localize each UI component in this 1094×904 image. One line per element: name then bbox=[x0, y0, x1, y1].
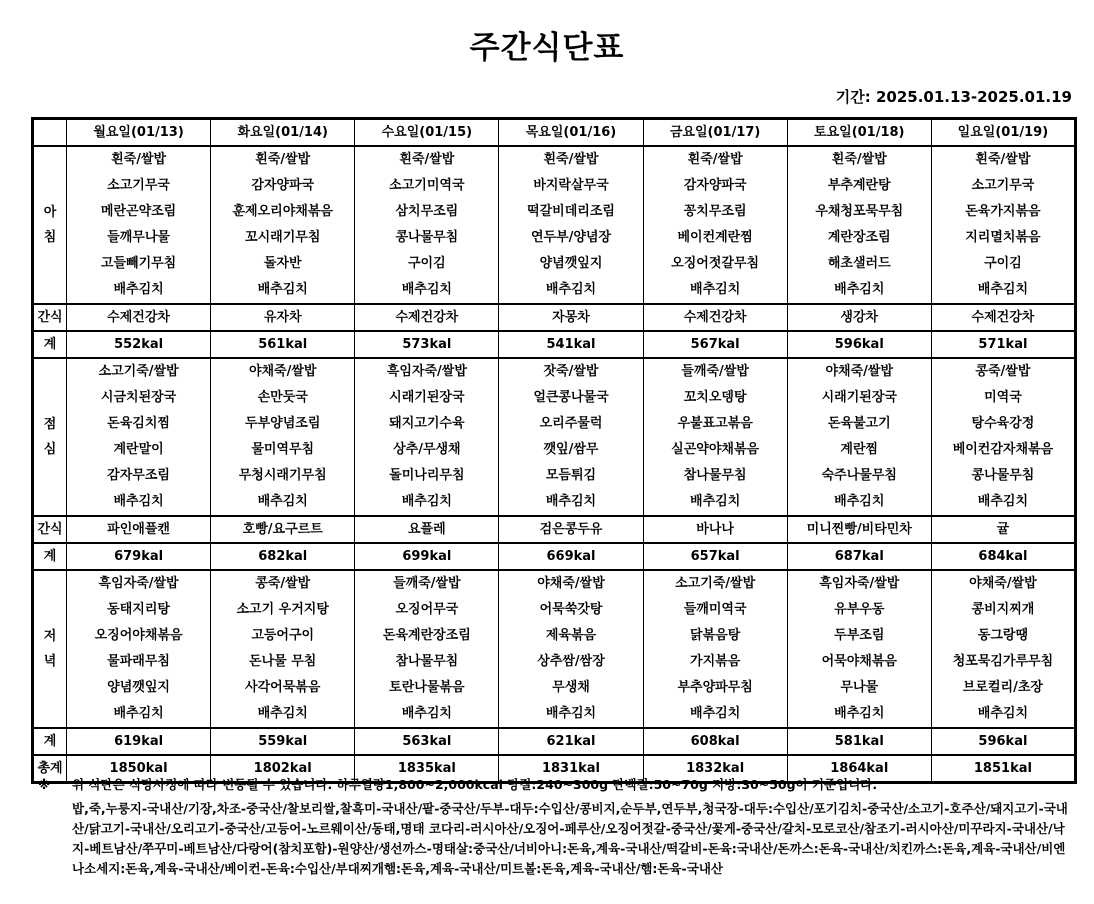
total-kcal-label: 총계 bbox=[33, 755, 67, 783]
lunch-kcal-cell: 657kal bbox=[643, 543, 787, 570]
lunch-label-char: 점 bbox=[43, 417, 57, 432]
lunch-cell bbox=[643, 358, 787, 516]
dinner-cell bbox=[355, 570, 499, 728]
breakfast-kcal-cell: 573kal bbox=[355, 331, 499, 358]
breakfast-cell bbox=[499, 146, 643, 304]
lunch-kcal-cell: 687kal bbox=[787, 543, 931, 570]
menu-item: 돌미나리무침 bbox=[389, 468, 465, 483]
menu-item: 배추김치 bbox=[257, 494, 308, 509]
menu-item: 우채청포묵무침 bbox=[815, 204, 904, 219]
lunch-snack-cell: 미니찐빵/비타민차 bbox=[787, 516, 931, 543]
dinner-kcal-row bbox=[33, 728, 1076, 755]
dinner-kcal-cell: 581kal bbox=[787, 728, 931, 755]
menu-item: 미역국 bbox=[984, 390, 1022, 405]
dinner-cell bbox=[211, 570, 355, 728]
lunch-row bbox=[33, 358, 1076, 516]
breakfast-snack-label: 간식 bbox=[33, 304, 67, 331]
lunch-snack-cell: 귤 bbox=[931, 516, 1075, 543]
menu-item: 물미역무침 bbox=[251, 442, 315, 457]
day-header: 월요일(01/13) bbox=[67, 119, 211, 147]
nutrition-note: 위 식단은 식당사정에 따라 변동될 수 있습니다. 하루열량1,800~2,000kcal 당질:240~300g 단백질:50~70g 지방:30~50g이 기준입니다. bbox=[72, 777, 878, 792]
menu-item: 양념깻잎지 bbox=[107, 680, 170, 695]
breakfast-kcal-cell: 552kal bbox=[67, 331, 211, 358]
lunch-snack-cell: 호빵/요구르트 bbox=[211, 516, 355, 543]
menu-item: 흑임자죽/쌀밥 bbox=[386, 364, 467, 379]
menu-item: 야채죽/쌀밥 bbox=[969, 576, 1037, 591]
menu-item: 참나물무침 bbox=[395, 654, 459, 669]
breakfast-row bbox=[33, 146, 1076, 304]
menu-item: 우불표고볶음 bbox=[677, 416, 753, 431]
menu-item: 탕수육강정 bbox=[971, 416, 1035, 431]
menu-item: 흰죽/쌀밥 bbox=[255, 152, 311, 167]
menu-item: 메란곤약조림 bbox=[100, 204, 177, 219]
menu-item: 동태지리탕 bbox=[107, 602, 170, 617]
lunch-kcal-cell: 679kal bbox=[67, 543, 211, 570]
breakfast-kcal-cell: 571kal bbox=[931, 331, 1075, 358]
dinner-cell bbox=[787, 570, 931, 728]
menu-item: 고들빼기무침 bbox=[100, 256, 177, 271]
menu-item: 소고기미역국 bbox=[389, 178, 465, 193]
menu-item: 배추김치 bbox=[834, 494, 885, 509]
menu-item: 삼치무조림 bbox=[395, 204, 459, 219]
lunch-cell bbox=[499, 358, 643, 516]
menu-item: 배추김치 bbox=[545, 706, 597, 721]
menu-item: 흰죽/쌀밥 bbox=[399, 152, 455, 167]
dinner-kcal-cell: 621kal bbox=[499, 728, 643, 755]
menu-item: 물파래무침 bbox=[107, 654, 170, 669]
menu-item: 콩죽/쌀밥 bbox=[255, 576, 311, 591]
menu-item: 시금치된장국 bbox=[100, 390, 177, 405]
header-row bbox=[33, 119, 1076, 147]
menu-item: 훈제오리야채볶음 bbox=[232, 204, 333, 219]
day-header: 화요일(01/14) bbox=[211, 119, 355, 147]
menu-item: 감자양파국 bbox=[683, 178, 747, 193]
menu-item: 배추김치 bbox=[257, 282, 308, 297]
menu-item: 두부조림 bbox=[834, 628, 885, 643]
lunch-cell bbox=[931, 358, 1075, 516]
menu-item: 배추김치 bbox=[545, 282, 597, 297]
menu-item: 배추김치 bbox=[257, 706, 308, 721]
menu-item: 상추쌈/쌈장 bbox=[537, 654, 605, 669]
day-header: 일요일(01/19) bbox=[931, 119, 1075, 147]
menu-item: 무나물 bbox=[840, 680, 879, 695]
menu-item: 배추김치 bbox=[977, 494, 1029, 509]
lunch-cell bbox=[787, 358, 931, 516]
menu-item: 돈육가지볶음 bbox=[965, 204, 1041, 219]
dinner-kcal-cell: 619kal bbox=[67, 728, 211, 755]
breakfast-cell bbox=[643, 146, 787, 304]
menu-item: 해초샐러드 bbox=[827, 256, 891, 271]
dinner-label bbox=[33, 570, 67, 728]
origin-note: 밥,죽,누룽지-국내산/기장,차조-중국산/찰보리쌀,찰흑미-국내산/팥-중국산/두부-대두:수입산/콩비지,순두부,연두부,청국장-대두:수입산/포기김치-중국산/소고기-호주산/돼지고기-국내산/닭고기-국내산/오리고기-중국산/고등어-노르웨이산/동태,명태 코다리-러시아산/오징어-페루산/오징어젓갈-중국산/꽃게-중국산/갈치-모로코산/참조기-러시아산/미꾸라지-국내산/낙지-베트남산/쭈꾸미-베트남산/다랑어(참치포함)-원양산/생선까스-명태살:중국산/너비아니:돈육,계육-국내산/떡갈비-돈육:국내산/돈까스:돈육-국내산/치킨까스:돈육,계육-국내산/비엔나소세지:돈육,계육-국내산/베이컨-돈육:수입산/부대찌개햄:돈육,계육-국내산/미트볼:돈육,계육-국내산/햄:돈육-국내산 bbox=[72, 801, 1068, 876]
dinner-cell bbox=[643, 570, 787, 728]
lunch-kcal-label: 계 bbox=[33, 543, 67, 570]
menu-item: 들깨무나물 bbox=[107, 230, 170, 245]
dinner-kcal-cell: 608kal bbox=[643, 728, 787, 755]
dinner-cell bbox=[931, 570, 1075, 728]
menu-item: 배추김치 bbox=[690, 282, 741, 297]
menu-item: 야채죽/쌀밥 bbox=[537, 576, 605, 591]
menu-item: 깻잎/쌈무 bbox=[543, 442, 599, 457]
menu-item: 토란나물볶음 bbox=[389, 680, 465, 695]
breakfast-snack-row bbox=[33, 304, 1076, 331]
menu-item: 부추양파무침 bbox=[677, 680, 753, 695]
menu-item: 야채죽/쌀밥 bbox=[825, 364, 894, 379]
lunch-kcal-cell: 699kal bbox=[355, 543, 499, 570]
breakfast-cell bbox=[67, 146, 211, 304]
menu-item: 콩나물무침 bbox=[395, 230, 459, 245]
menu-item: 소고기죽/쌀밥 bbox=[98, 364, 179, 379]
menu-item: 무생채 bbox=[552, 680, 590, 695]
menu-item: 떡갈비데리조림 bbox=[527, 204, 615, 219]
menu-item: 소고기무국 bbox=[971, 178, 1035, 193]
lunch-cell bbox=[355, 358, 499, 516]
lunch-snack-cell: 요플레 bbox=[355, 516, 499, 543]
menu-item: 흰죽/쌀밥 bbox=[543, 152, 599, 167]
menu-item: 모듬튀김 bbox=[545, 468, 597, 483]
breakfast-snack-cell: 수제건강차 bbox=[67, 304, 211, 331]
total-kcal-cell: 1850kal bbox=[67, 755, 211, 783]
menu-item: 소고기 우거지탕 bbox=[236, 602, 329, 617]
menu-item: 돈육김치찜 bbox=[107, 416, 170, 431]
breakfast-kcal-row bbox=[33, 331, 1076, 358]
menu-item: 소고기무국 bbox=[107, 178, 170, 193]
menu-item: 유부우동 bbox=[834, 602, 885, 617]
menu-item: 흰죽/쌀밥 bbox=[687, 152, 743, 167]
lunch-kcal-cell: 669kal bbox=[499, 543, 643, 570]
breakfast-cell bbox=[211, 146, 355, 304]
menu-item: 무청시래기무침 bbox=[238, 468, 327, 483]
lunch-snack-label: 간식 bbox=[33, 516, 67, 543]
menu-item: 돌자반 bbox=[263, 256, 302, 271]
total-kcal-cell: 1835kal bbox=[355, 755, 499, 783]
menu-item: 배추김치 bbox=[977, 706, 1029, 721]
weekly-menu-table bbox=[31, 117, 1077, 784]
menu-item: 배추김치 bbox=[401, 706, 452, 721]
lunch-cell bbox=[67, 358, 211, 516]
dinner-kcal-label: 계 bbox=[33, 728, 67, 755]
breakfast-cell bbox=[931, 146, 1075, 304]
menu-item: 부추계란탕 bbox=[827, 178, 891, 193]
menu-item: 콩나물무침 bbox=[971, 468, 1035, 483]
lunch-snack-cell: 파인애플캔 bbox=[67, 516, 211, 543]
menu-item: 어묵쑥갓탕 bbox=[539, 602, 603, 617]
breakfast-label bbox=[33, 146, 67, 304]
dinner-label-char: 녁 bbox=[43, 654, 57, 669]
menu-item: 실곤약야채볶음 bbox=[671, 442, 760, 457]
menu-item: 콩죽/쌀밥 bbox=[975, 364, 1031, 379]
menu-item: 베이컨계란찜 bbox=[677, 230, 753, 245]
menu-item: 오징어야채볶음 bbox=[94, 628, 183, 643]
menu-item: 가지볶음 bbox=[690, 654, 741, 669]
day-header: 금요일(01/17) bbox=[643, 119, 787, 147]
menu-item: 바지락살무국 bbox=[533, 178, 609, 193]
breakfast-snack-cell: 생강차 bbox=[787, 304, 931, 331]
dinner-kcal-cell: 559kal bbox=[211, 728, 355, 755]
menu-item: 닭볶음탕 bbox=[690, 628, 741, 643]
menu-item: 감자양파국 bbox=[251, 178, 315, 193]
total-kcal-cell: 1831kal bbox=[499, 755, 643, 783]
dinner-kcal-cell: 563kal bbox=[355, 728, 499, 755]
dinner-kcal-cell: 596kal bbox=[931, 728, 1075, 755]
menu-item: 고등어구이 bbox=[251, 628, 315, 643]
total-kcal-cell: 1864kal bbox=[787, 755, 931, 783]
menu-item: 오징어무국 bbox=[395, 602, 459, 617]
menu-item: 흑임자죽/쌀밥 bbox=[819, 576, 900, 591]
breakfast-kcal-cell: 567kal bbox=[643, 331, 787, 358]
menu-item: 돈나물 무침 bbox=[249, 654, 317, 669]
menu-item: 흰죽/쌀밥 bbox=[975, 152, 1031, 167]
breakfast-snack-cell: 수제건강차 bbox=[355, 304, 499, 331]
menu-item: 들깨죽/쌀밥 bbox=[681, 364, 749, 379]
dinner-cell bbox=[499, 570, 643, 728]
menu-item: 동그랑땡 bbox=[977, 628, 1029, 643]
breakfast-label-char: 침 bbox=[43, 230, 57, 245]
lunch-cell bbox=[211, 358, 355, 516]
menu-item: 감자무조림 bbox=[107, 468, 170, 483]
total-kcal-cell: 1802kal bbox=[211, 755, 355, 783]
menu-item: 시래기된장국 bbox=[389, 390, 465, 405]
breakfast-kcal-cell: 541kal bbox=[499, 331, 643, 358]
menu-item: 어묵야채볶음 bbox=[821, 654, 897, 669]
menu-item: 배추김치 bbox=[401, 494, 452, 509]
lunch-kcal-cell: 684kal bbox=[931, 543, 1075, 570]
menu-item: 소고기죽/쌀밥 bbox=[675, 576, 756, 591]
day-header: 토요일(01/18) bbox=[787, 119, 931, 147]
breakfast-cell bbox=[355, 146, 499, 304]
menu-item: 야채죽/쌀밥 bbox=[248, 364, 317, 379]
menu-item: 브로컬리/초장 bbox=[962, 680, 1043, 695]
menu-item: 배추김치 bbox=[690, 494, 741, 509]
menu-item: 잣죽/쌀밥 bbox=[543, 364, 599, 379]
dinner-cell bbox=[67, 570, 211, 728]
breakfast-snack-cell: 수제건강차 bbox=[643, 304, 787, 331]
menu-item: 배추김치 bbox=[401, 282, 452, 297]
menu-item: 지리멸치볶음 bbox=[965, 230, 1041, 245]
menu-item: 꽁치무조림 bbox=[683, 204, 747, 219]
menu-item: 들깨죽/쌀밥 bbox=[393, 576, 461, 591]
day-header: 수요일(01/15) bbox=[355, 119, 499, 147]
dinner-label-char: 저 bbox=[43, 629, 57, 644]
breakfast-kcal-cell: 596kal bbox=[787, 331, 931, 358]
menu-item: 구이김 bbox=[984, 256, 1022, 271]
corner-cell bbox=[33, 119, 67, 147]
menu-item: 꼬치오뎅탕 bbox=[683, 390, 747, 405]
menu-item: 오징어젓갈무침 bbox=[671, 256, 760, 271]
notes bbox=[38, 775, 1068, 879]
menu-item: 배추김치 bbox=[113, 282, 164, 297]
menu-item: 콩비지찌개 bbox=[971, 602, 1035, 617]
menu-item: 배추김치 bbox=[690, 706, 741, 721]
lunch-kcal-cell: 682kal bbox=[211, 543, 355, 570]
breakfast-snack-cell: 유자차 bbox=[211, 304, 355, 331]
note-mark: ※ bbox=[38, 777, 51, 792]
menu-item: 숙주나물무침 bbox=[821, 468, 897, 483]
menu-item: 돼지고기수육 bbox=[389, 416, 465, 431]
breakfast-snack-cell: 자몽차 bbox=[499, 304, 643, 331]
menu-item: 계란말이 bbox=[113, 442, 164, 457]
lunch-kcal-row bbox=[33, 543, 1076, 570]
menu-item: 계란찜 bbox=[840, 442, 879, 457]
menu-item: 배추김치 bbox=[113, 706, 164, 721]
menu-item: 베이컨감자채볶음 bbox=[952, 442, 1054, 457]
menu-item: 구이김 bbox=[408, 256, 446, 271]
menu-item: 배추김치 bbox=[545, 494, 597, 509]
page-title: 주간식단표 bbox=[469, 30, 625, 66]
menu-item: 연두부/양념장 bbox=[530, 230, 612, 245]
menu-item: 돈육계란장조림 bbox=[382, 628, 471, 643]
breakfast-label-char: 아 bbox=[43, 205, 57, 220]
menu-item: 얼큰콩나물국 bbox=[533, 390, 609, 405]
lunch-snack-cell: 검은콩두유 bbox=[499, 516, 643, 543]
lunch-label-char: 심 bbox=[43, 442, 57, 457]
lunch-snack-row bbox=[33, 516, 1076, 543]
menu-item: 손만둣국 bbox=[257, 390, 308, 405]
menu-item: 돈육불고기 bbox=[827, 416, 891, 431]
menu-item: 양념깻잎지 bbox=[539, 256, 603, 271]
menu-item: 흰죽/쌀밥 bbox=[831, 152, 887, 167]
day-header: 목요일(01/16) bbox=[499, 119, 643, 147]
menu-item: 배추김치 bbox=[977, 282, 1029, 297]
menu-item: 들깨미역국 bbox=[683, 602, 747, 617]
lunch-label bbox=[33, 358, 67, 516]
breakfast-cell bbox=[787, 146, 931, 304]
menu-item: 계란장조림 bbox=[827, 230, 891, 245]
menu-item: 시래기된장국 bbox=[821, 390, 897, 405]
breakfast-kcal-label: 계 bbox=[33, 331, 67, 358]
menu-item: 상추/무생채 bbox=[393, 442, 461, 457]
menu-item: 제육볶음 bbox=[545, 628, 597, 643]
breakfast-snack-cell: 수제건강차 bbox=[931, 304, 1075, 331]
period-label: 기간: 2025.01.13-2025.01.19 bbox=[835, 88, 1072, 106]
menu-item: 청포묵김가루무침 bbox=[952, 654, 1054, 669]
menu-item: 배추김치 bbox=[113, 494, 164, 509]
dinner-row bbox=[33, 570, 1076, 728]
breakfast-kcal-cell: 561kal bbox=[211, 331, 355, 358]
menu-item: 오리주물럭 bbox=[539, 416, 603, 431]
total-kcal-cell: 1851kal bbox=[931, 755, 1075, 783]
menu-item: 배추김치 bbox=[834, 282, 885, 297]
menu-item: 사각어묵볶음 bbox=[245, 680, 321, 695]
menu-item: 두부양념조림 bbox=[245, 416, 321, 431]
menu-item: 배추김치 bbox=[834, 706, 885, 721]
menu-item: 흰죽/쌀밥 bbox=[111, 152, 167, 167]
total-kcal-cell: 1832kal bbox=[643, 755, 787, 783]
menu-item: 꼬시래기무침 bbox=[245, 230, 321, 245]
menu-item: 흑임자죽/쌀밥 bbox=[98, 576, 179, 591]
lunch-snack-cell: 바나나 bbox=[643, 516, 787, 543]
menu-item: 참나물무침 bbox=[683, 468, 747, 483]
